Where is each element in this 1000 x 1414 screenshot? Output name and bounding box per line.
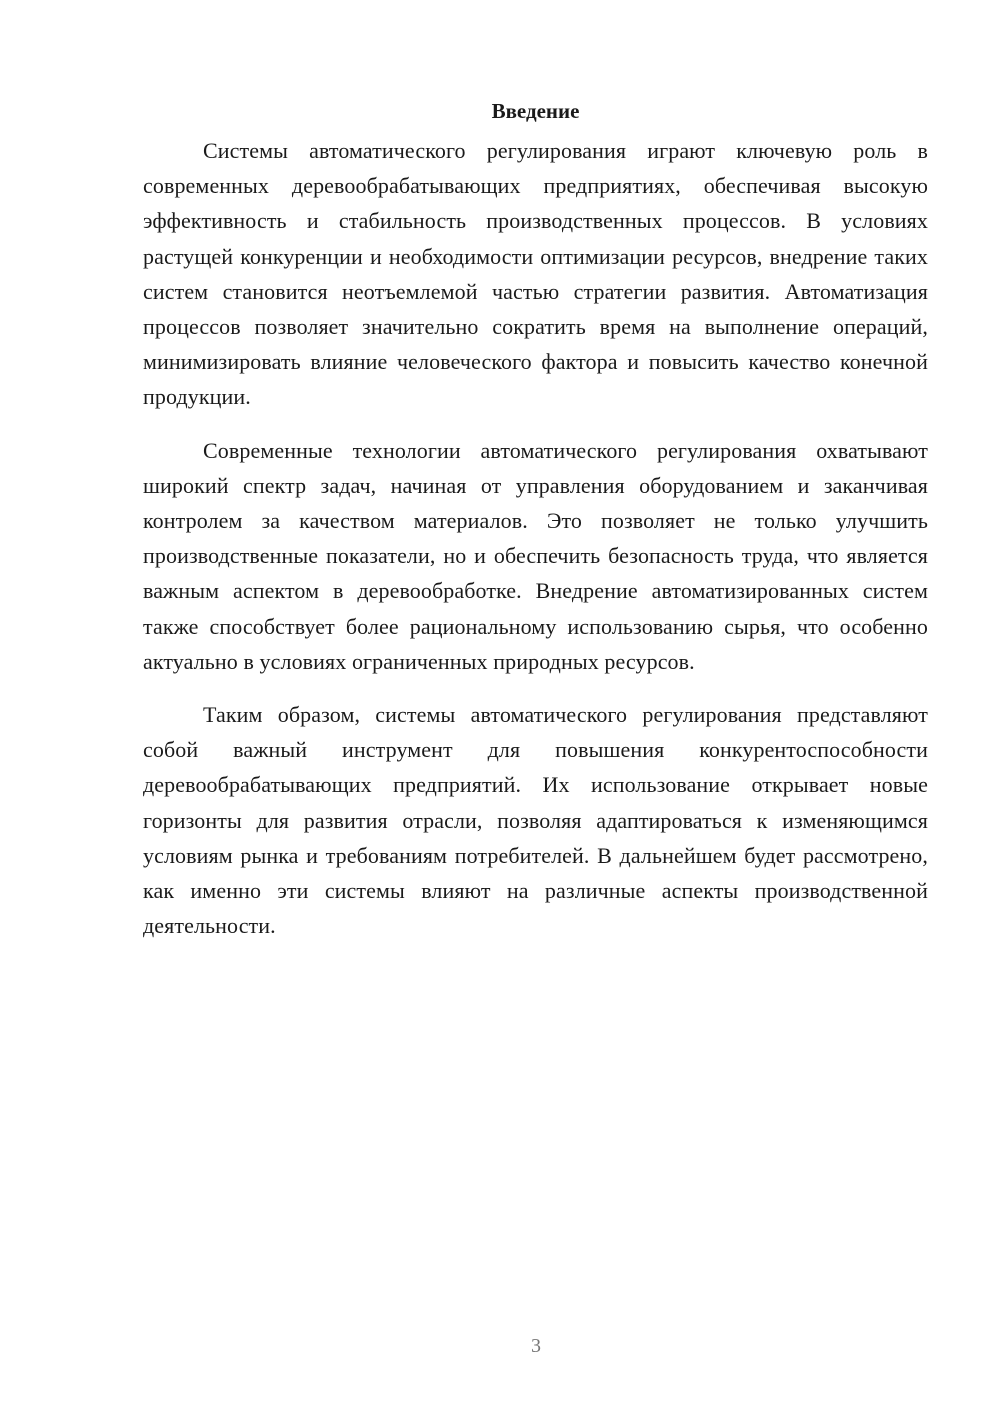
paragraph-2: Современные технологии автоматического регулирования охватывают широкий спектр задач, начиная от управления оборудованием и заканчивая контролем за качеством материалов. Это позволяет не только улучшить производственные показатели, но и обеспечить безопасность труда, что является важным аспектом в деревообработке. Внедрение автоматизированных систем также способствует более рациональному использованию сырья, что особенно актуально в условиях ограниченных природных ресурсов.: [143, 437, 928, 674]
section-heading: Введение: [491, 99, 580, 123]
page-number: 3: [531, 1335, 541, 1357]
page-content: [143, 96, 928, 961]
paragraph-1: Системы автоматического регулирования играют ключевую роль в современных деревообрабатывающих предприятиях, обеспечивая высокую эффективность и стабильность производственных процессов. В условиях растущей конкуренции и необходимости оптимизации ресурсов, внедрение таких систем становится неотъемлемой частью стратегии развития. Автоматизация процессов позволяет значительно сократить время на выполнение операций, минимизировать влияние человеческого фактора и повысить качество конечной продукции.: [143, 138, 928, 410]
paragraph-3: Таким образом, системы автоматического регулирования представляют собой важный инструмент для повышения конкурентоспособности деревообрабатывающих предприятий. Их использование открывает новые горизонты для развития отрасли, позволяя адаптироваться к изменяющимся условиям рынка и требованиям потребителей. В дальнейшем будет рассмотрено, как именно эти системы влияют на различные аспекты производственной деятельности.: [143, 702, 928, 939]
